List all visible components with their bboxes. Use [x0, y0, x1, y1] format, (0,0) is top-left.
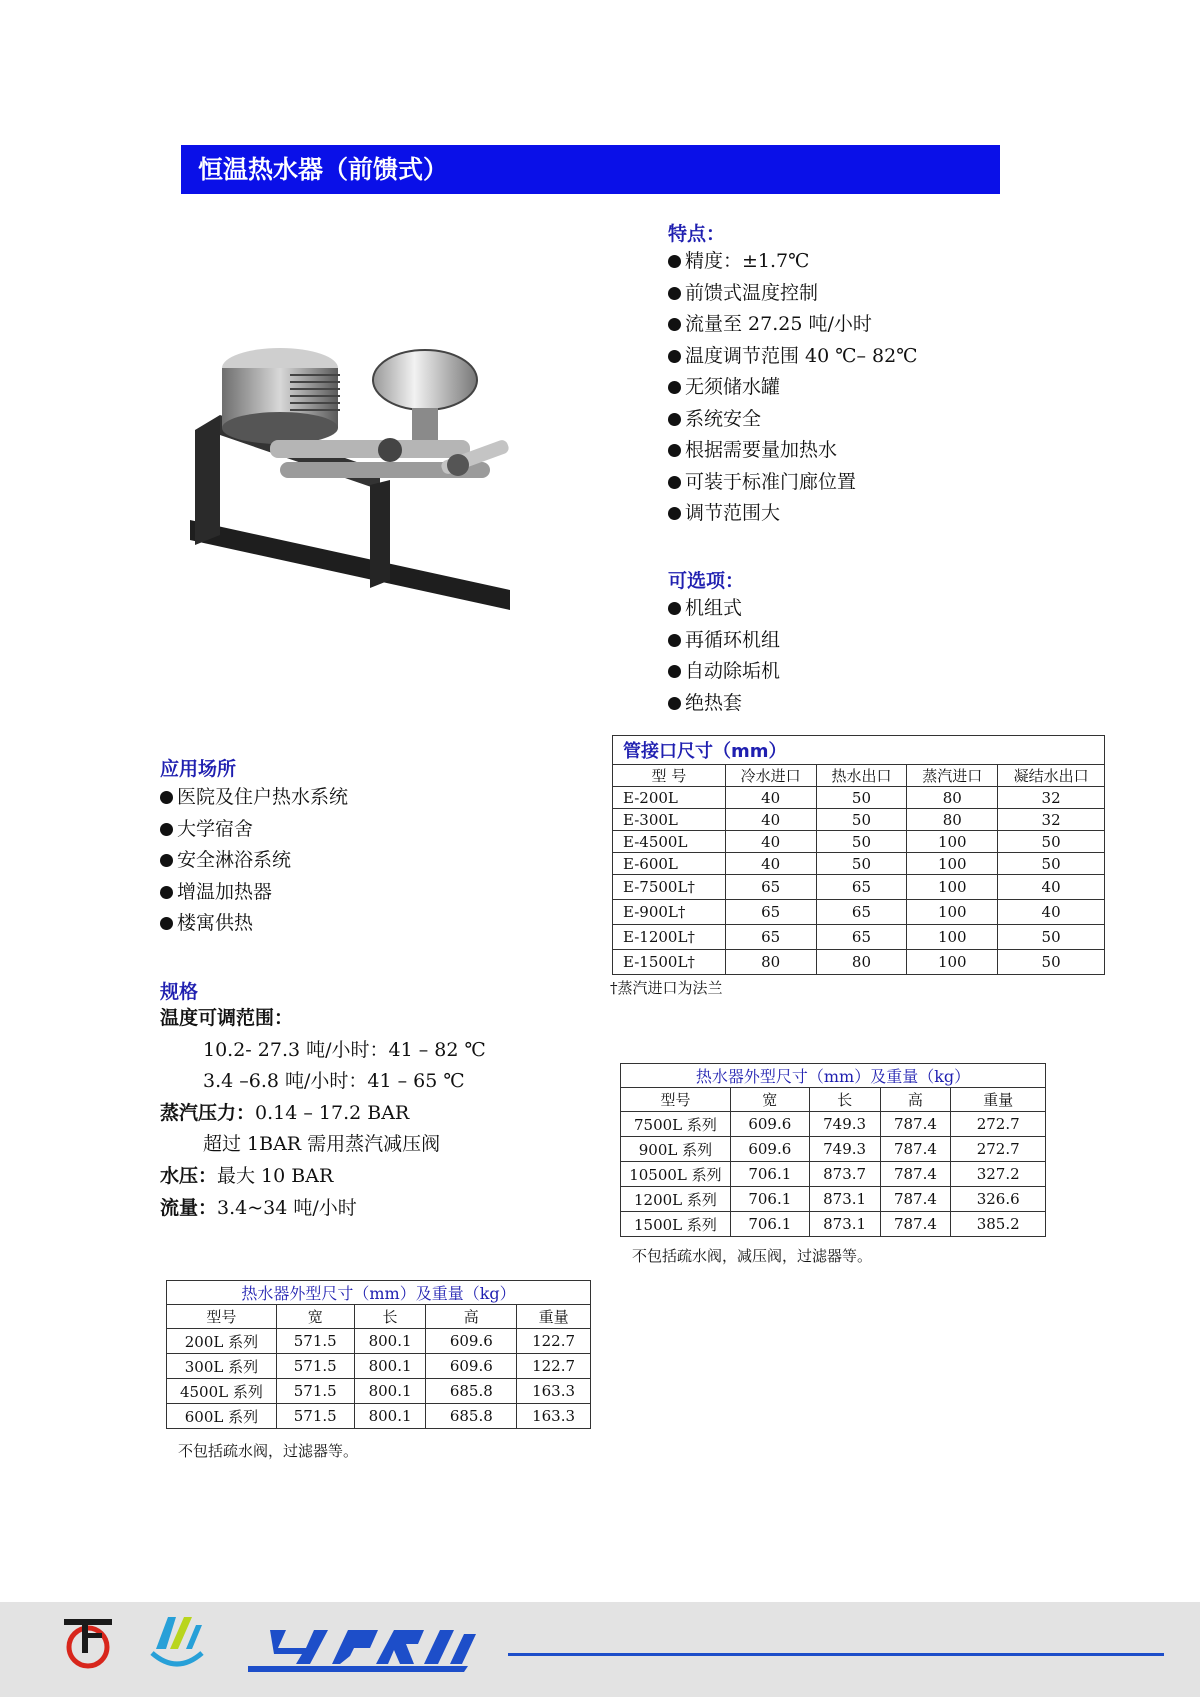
- table-cell: 50: [816, 853, 907, 875]
- table-cell: 571.5: [276, 1379, 354, 1404]
- table-row: [167, 1329, 591, 1354]
- table-cell: 40: [725, 809, 816, 831]
- features-heading: 特点：: [668, 223, 726, 245]
- bullet-icon: [668, 444, 681, 457]
- table-header: 蒸汽进口: [907, 765, 998, 787]
- list-item: 温度调节范围 40 ℃– 82℃: [668, 341, 917, 373]
- bullet-icon: [160, 791, 173, 804]
- dimension-table-small-title: 热水器外型尺寸（mm）及重量（kg）: [167, 1281, 591, 1305]
- table-cell: 40: [998, 875, 1105, 900]
- table-cell: 873.1: [809, 1212, 880, 1237]
- dimension-table-small-note: 不包括疏水阀，过滤器等。: [178, 1442, 359, 1460]
- table-cell: 50: [816, 809, 907, 831]
- bullet-icon: [160, 854, 173, 867]
- steam-value: 0.14 – 17.2 BAR: [255, 1101, 410, 1124]
- table-header: 型号: [621, 1088, 731, 1112]
- table-cell: 1500L 系列: [621, 1212, 731, 1237]
- table-cell: 685.8: [426, 1379, 517, 1404]
- table-row: [621, 1162, 1046, 1187]
- table-cell: 65: [816, 925, 907, 950]
- table-cell: 40: [725, 831, 816, 853]
- applications-heading: 应用场所: [160, 758, 237, 780]
- table-header: 宽: [730, 1088, 809, 1112]
- table-cell: 800.1: [354, 1404, 426, 1429]
- table-row: [613, 900, 1105, 925]
- table-cell: 65: [725, 925, 816, 950]
- table-cell: 100: [907, 831, 998, 853]
- list-item: 系统安全: [668, 404, 917, 436]
- footer-rule: [508, 1653, 1164, 1656]
- table-cell: E-7500L†: [613, 875, 726, 900]
- temp-label: 温度可调范围：: [160, 1007, 294, 1029]
- table-cell: 787.4: [880, 1162, 951, 1187]
- table-cell: 50: [998, 853, 1105, 875]
- table-cell: 122.7: [517, 1354, 591, 1379]
- table-cell: 609.6: [426, 1329, 517, 1354]
- list-item: 无须储水罐: [668, 372, 917, 404]
- table-cell: 706.1: [730, 1187, 809, 1212]
- dimension-table-small: [166, 1280, 591, 1429]
- list-item: 安全淋浴系统: [160, 845, 348, 877]
- table-row: [167, 1379, 591, 1404]
- table-cell: 873.1: [809, 1187, 880, 1212]
- dimension-table-large: [620, 1063, 1046, 1237]
- table-header: 型号: [167, 1305, 277, 1329]
- table-cell: 65: [816, 900, 907, 925]
- list-item: 可装于标准门廊位置: [668, 467, 917, 499]
- table-cell: 609.6: [426, 1354, 517, 1379]
- bullet-icon: [160, 823, 173, 836]
- table-cell: 65: [725, 875, 816, 900]
- list-item: 机组式: [668, 593, 780, 625]
- table-cell: 873.7: [809, 1162, 880, 1187]
- table-header: 型 号: [613, 765, 726, 787]
- table-cell: 571.5: [276, 1354, 354, 1379]
- table-cell: 787.4: [880, 1187, 951, 1212]
- bullet-icon: [668, 697, 681, 710]
- table-cell: 122.7: [517, 1329, 591, 1354]
- table-cell: 385.2: [951, 1212, 1046, 1237]
- temp-line-2: 3.4 –6.8 吨/小时：41 – 65 ℃: [203, 1070, 465, 1093]
- table-header: 长: [354, 1305, 426, 1329]
- pipe-connection-table: [612, 735, 1105, 975]
- table-cell: 50: [816, 787, 907, 809]
- table-cell: 609.6: [730, 1137, 809, 1162]
- list-item: 楼寓供热: [160, 908, 348, 940]
- bullet-icon: [668, 602, 681, 615]
- pipe-table-title: 管接口尺寸（mm）: [613, 736, 1105, 765]
- table-cell: 50: [998, 831, 1105, 853]
- water-value: 最大 10 BAR: [217, 1164, 334, 1187]
- table-cell: 32: [998, 787, 1105, 809]
- table-header: 热水出口: [816, 765, 907, 787]
- water-heater-photo: [190, 320, 550, 620]
- bullet-icon: [668, 665, 681, 678]
- list-item: 调节范围大: [668, 498, 917, 530]
- table-row: [167, 1404, 591, 1429]
- table-header: 重量: [517, 1305, 591, 1329]
- table-row: [613, 875, 1105, 900]
- table-cell: 100: [907, 900, 998, 925]
- table-cell: 200L 系列: [167, 1329, 277, 1354]
- table-cell: 50: [816, 831, 907, 853]
- bullet-icon: [668, 381, 681, 394]
- table-cell: 327.2: [951, 1162, 1046, 1187]
- list-item: 绝热套: [668, 688, 780, 720]
- table-row: [613, 950, 1105, 975]
- table-cell: 65: [725, 900, 816, 925]
- table-header: 冷水进口: [725, 765, 816, 787]
- bullet-icon: [668, 413, 681, 426]
- temp-line-1: 10.2- 27.3 吨/小时：41 – 82 ℃: [203, 1038, 486, 1061]
- bullet-icon: [668, 507, 681, 520]
- table-row: [621, 1187, 1046, 1212]
- table-cell: E-1500L†: [613, 950, 726, 975]
- table-cell: 800.1: [354, 1354, 426, 1379]
- table-cell: 50: [998, 925, 1105, 950]
- table-header: 高: [880, 1088, 951, 1112]
- table-cell: 326.6: [951, 1187, 1046, 1212]
- table-header: 高: [426, 1305, 517, 1329]
- table-cell: 80: [725, 950, 816, 975]
- table-cell: 65: [816, 875, 907, 900]
- dimension-table-large-title: 热水器外型尺寸（mm）及重量（kg）: [621, 1064, 1046, 1088]
- bullet-icon: [160, 886, 173, 899]
- features-list: [668, 246, 917, 530]
- table-cell: 80: [816, 950, 907, 975]
- list-item: 根据需要量加热水: [668, 435, 917, 467]
- specs-block: [160, 1003, 486, 1224]
- table-cell: 100: [907, 925, 998, 950]
- table-cell: 900L 系列: [621, 1137, 731, 1162]
- certification-logo-icon: [146, 1609, 208, 1671]
- water-label: 水压：: [160, 1164, 218, 1187]
- options-list: [668, 593, 780, 719]
- table-cell: 787.4: [880, 1137, 951, 1162]
- table-cell: E-200L: [613, 787, 726, 809]
- table-cell: 50: [998, 950, 1105, 975]
- steam-note: 超过 1BAR 需用蒸汽减压阀: [203, 1133, 441, 1156]
- list-item: 再循环机组: [668, 625, 780, 657]
- table-cell: 40: [725, 853, 816, 875]
- table-cell: 800.1: [354, 1379, 426, 1404]
- table-cell: 787.4: [880, 1212, 951, 1237]
- bullet-icon: [668, 476, 681, 489]
- table-cell: 40: [998, 900, 1105, 925]
- company-logo-icon: [58, 1615, 118, 1671]
- table-row: [613, 787, 1105, 809]
- table-cell: 685.8: [426, 1404, 517, 1429]
- table-cell: 100: [907, 853, 998, 875]
- table-cell: 4500L 系列: [167, 1379, 277, 1404]
- page-title: 恒温热水器（前馈式）: [181, 145, 1000, 194]
- table-cell: 272.7: [951, 1112, 1046, 1137]
- table-cell: E-300L: [613, 809, 726, 831]
- table-cell: 600L 系列: [167, 1404, 277, 1429]
- pipe-table-note: †蒸汽进口为法兰: [610, 979, 723, 997]
- list-item: 精度：±1.7℃: [668, 246, 917, 278]
- table-cell: 32: [998, 809, 1105, 831]
- bullet-icon: [668, 287, 681, 300]
- table-cell: 609.6: [730, 1112, 809, 1137]
- specs-heading: 规格: [160, 981, 199, 1003]
- table-cell: 1200L 系列: [621, 1187, 731, 1212]
- bullet-icon: [668, 350, 681, 363]
- table-row: [613, 853, 1105, 875]
- list-item: 大学宿舍: [160, 814, 348, 846]
- list-item: 自动除垢机: [668, 656, 780, 688]
- table-header: 长: [809, 1088, 880, 1112]
- table-cell: E-4500L: [613, 831, 726, 853]
- flow-label: 流量：: [160, 1196, 218, 1219]
- table-cell: 706.1: [730, 1212, 809, 1237]
- table-cell: E-900L†: [613, 900, 726, 925]
- table-cell: 80: [907, 809, 998, 831]
- table-cell: E-600L: [613, 853, 726, 875]
- table-row: [621, 1212, 1046, 1237]
- table-row: [621, 1137, 1046, 1162]
- dimension-table-large-note: 不包括疏水阀，减压阀，过滤器等。: [632, 1247, 873, 1265]
- table-cell: 100: [907, 950, 998, 975]
- table-header: 宽: [276, 1305, 354, 1329]
- table-cell: 571.5: [276, 1329, 354, 1354]
- table-cell: 272.7: [951, 1137, 1046, 1162]
- list-item: 流量至 27.25 吨/小时: [668, 309, 917, 341]
- table-cell: 571.5: [276, 1404, 354, 1429]
- options-heading: 可选项：: [668, 570, 745, 592]
- table-cell: 800.1: [354, 1329, 426, 1354]
- table-header: 重量: [951, 1088, 1046, 1112]
- list-item: 医院及住户热水系统: [160, 782, 348, 814]
- table-cell: 163.3: [517, 1404, 591, 1429]
- flow-value: 3.4~34 吨/小时: [217, 1196, 357, 1219]
- bullet-icon: [160, 917, 173, 930]
- table-cell: 40: [725, 787, 816, 809]
- table-cell: E-1200L†: [613, 925, 726, 950]
- table-cell: 787.4: [880, 1112, 951, 1137]
- table-cell: 80: [907, 787, 998, 809]
- table-cell: 300L 系列: [167, 1354, 277, 1379]
- table-cell: 100: [907, 875, 998, 900]
- table-header: 凝结水出口: [998, 765, 1105, 787]
- table-cell: 706.1: [730, 1162, 809, 1187]
- table-cell: 163.3: [517, 1379, 591, 1404]
- table-cell: 10500L 系列: [621, 1162, 731, 1187]
- table-cell: 749.3: [809, 1137, 880, 1162]
- steam-label: 蒸汽压力：: [160, 1101, 256, 1124]
- applications-list: [160, 782, 348, 940]
- table-row: [613, 809, 1105, 831]
- table-row: [167, 1354, 591, 1379]
- brand-logo-icon: [248, 1626, 478, 1674]
- list-item: 前馈式温度控制: [668, 278, 917, 310]
- table-cell: 749.3: [809, 1112, 880, 1137]
- table-row: [613, 831, 1105, 853]
- table-row: [621, 1112, 1046, 1137]
- bullet-icon: [668, 255, 681, 268]
- table-cell: 7500L 系列: [621, 1112, 731, 1137]
- bullet-icon: [668, 634, 681, 647]
- bullet-icon: [668, 318, 681, 331]
- list-item: 增温加热器: [160, 877, 348, 909]
- table-row: [613, 925, 1105, 950]
